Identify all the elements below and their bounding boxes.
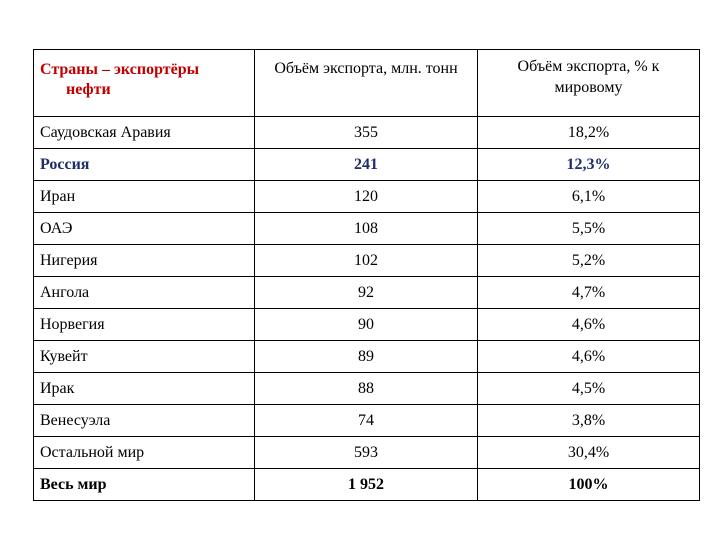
table-row [34,341,700,373]
table-row [34,117,700,149]
country-cell: Весь мир [34,469,255,501]
header-share-line1: Объём экспорта, % к [517,58,660,75]
volume-cell: 355 [255,117,478,149]
share-cell: 4,7% [478,277,700,309]
country-cell: Саудовская Аравия [34,117,255,149]
table-row [34,373,700,405]
country-cell: Венесуэла [34,405,255,437]
volume-cell: 92 [255,277,478,309]
table-total-row [34,469,700,501]
share-cell: 30,4% [478,437,700,469]
share-cell: 5,2% [478,245,700,277]
share-cell: 12,3% [478,149,700,181]
country-cell: Россия [34,149,255,181]
header-country-line2: нефти [66,81,111,98]
share-cell: 18,2% [478,117,700,149]
share-cell: 100% [478,469,700,501]
header-country-line1: Страны – экспортёры [40,61,200,78]
volume-cell: 74 [255,405,478,437]
country-cell: Нигерия [34,245,255,277]
table-row [34,437,700,469]
oil-exporters-table [33,49,700,501]
share-cell: 4,5% [478,373,700,405]
volume-cell: 89 [255,341,478,373]
volume-cell: 120 [255,181,478,213]
header-volume: Объём экспорта, млн. тонн [255,50,478,117]
country-cell: Ангола [34,277,255,309]
volume-cell: 241 [255,149,478,181]
country-cell: Ирак [34,373,255,405]
country-cell: Иран [34,181,255,213]
header-share [478,50,700,117]
table-row [34,213,700,245]
country-cell: Остальной мир [34,437,255,469]
share-cell: 5,5% [478,213,700,245]
share-cell: 4,6% [478,309,700,341]
share-cell: 6,1% [478,181,700,213]
table-header-row [34,50,700,117]
table-row [34,149,700,181]
share-cell: 3,8% [478,405,700,437]
volume-cell: 593 [255,437,478,469]
table-row [34,309,700,341]
volume-cell: 90 [255,309,478,341]
table-row [34,181,700,213]
table-row [34,405,700,437]
country-cell: Кувейт [34,341,255,373]
share-cell: 4,6% [478,341,700,373]
header-country [34,50,255,117]
table-row [34,277,700,309]
volume-cell: 108 [255,213,478,245]
header-share-line2: мировому [554,79,623,96]
country-cell: ОАЭ [34,213,255,245]
table-row [34,245,700,277]
volume-cell: 88 [255,373,478,405]
country-cell: Норвегия [34,309,255,341]
volume-cell: 1 952 [255,469,478,501]
volume-cell: 102 [255,245,478,277]
